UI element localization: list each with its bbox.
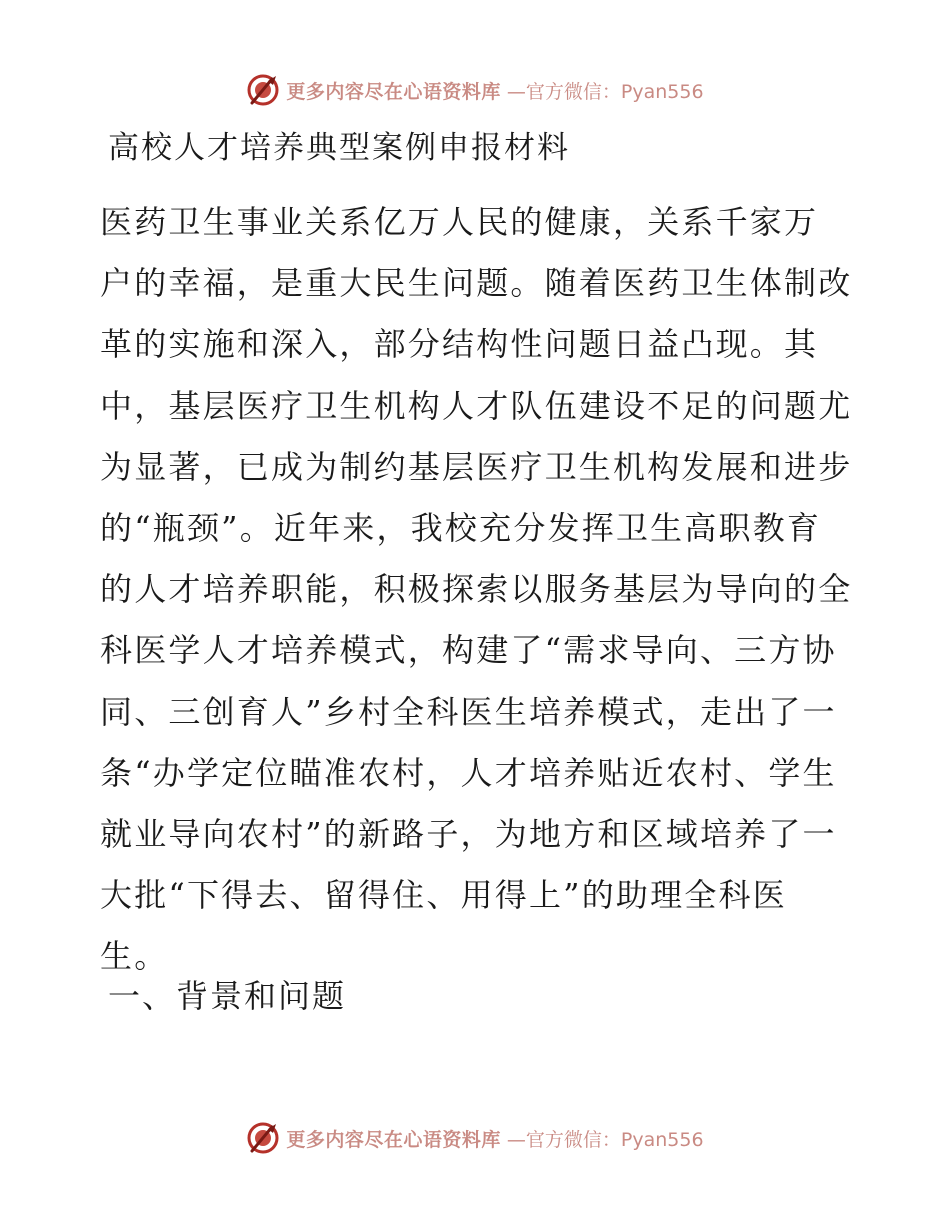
paragraph-line: 中，基层医疗卫生机构人才队伍建设不足的问题尤	[100, 386, 853, 425]
paragraph-line: 的“瓶颈”。近年来，我校充分发挥卫生高职教育	[100, 509, 822, 548]
watermark-contact: —官方微信：Pyan556	[506, 1128, 704, 1151]
paragraph-line: 户的幸福，是重大民生问题。随着医药卫生体制改	[100, 264, 853, 303]
quill-seal-icon	[246, 73, 280, 107]
paragraph-line: 大批“下得去、留得住、用得上”的助理全科医	[100, 876, 787, 915]
paragraph-line: 同、三创育人”乡村全科医生培养模式，走出了一	[100, 692, 837, 731]
watermark-footer	[0, 1118, 950, 1158]
section-heading: 一、背景和问题	[108, 977, 347, 1015]
watermark-contact: —官方微信：Pyan556	[506, 80, 704, 103]
watermark-text: 更多内容尽在心语资料库	[286, 1128, 501, 1151]
paragraph-line: 科医学人才培养模式，构建了“需求导向、三方协	[100, 631, 837, 670]
watermark-header	[0, 70, 950, 110]
paragraph-line: 为显著，已成为制约基层医疗卫生机构发展和进步	[100, 447, 853, 486]
watermark-text: 更多内容尽在心语资料库	[286, 80, 501, 103]
paragraph-line: 革的实施和深入，部分结构性问题日益凸现。其	[100, 325, 819, 364]
paragraph-line: 条“办学定位瞄准农村，人才培养贴近农村、学生	[100, 753, 837, 792]
paragraph-line: 生。	[100, 937, 169, 976]
paragraph-line: 医药卫生事业关系亿万人民的健康，关系千家万	[100, 203, 819, 241]
paragraph-line: 的人才培养职能，积极探索以服务基层为导向的全	[100, 570, 853, 609]
paragraph-line: 就业导向农村”的新路子，为地方和区域培养了一	[100, 815, 837, 854]
intro-paragraph	[100, 192, 852, 988]
quill-seal-icon	[246, 1121, 280, 1155]
document-title: 高校人才培养典型案例申报材料	[108, 130, 570, 166]
